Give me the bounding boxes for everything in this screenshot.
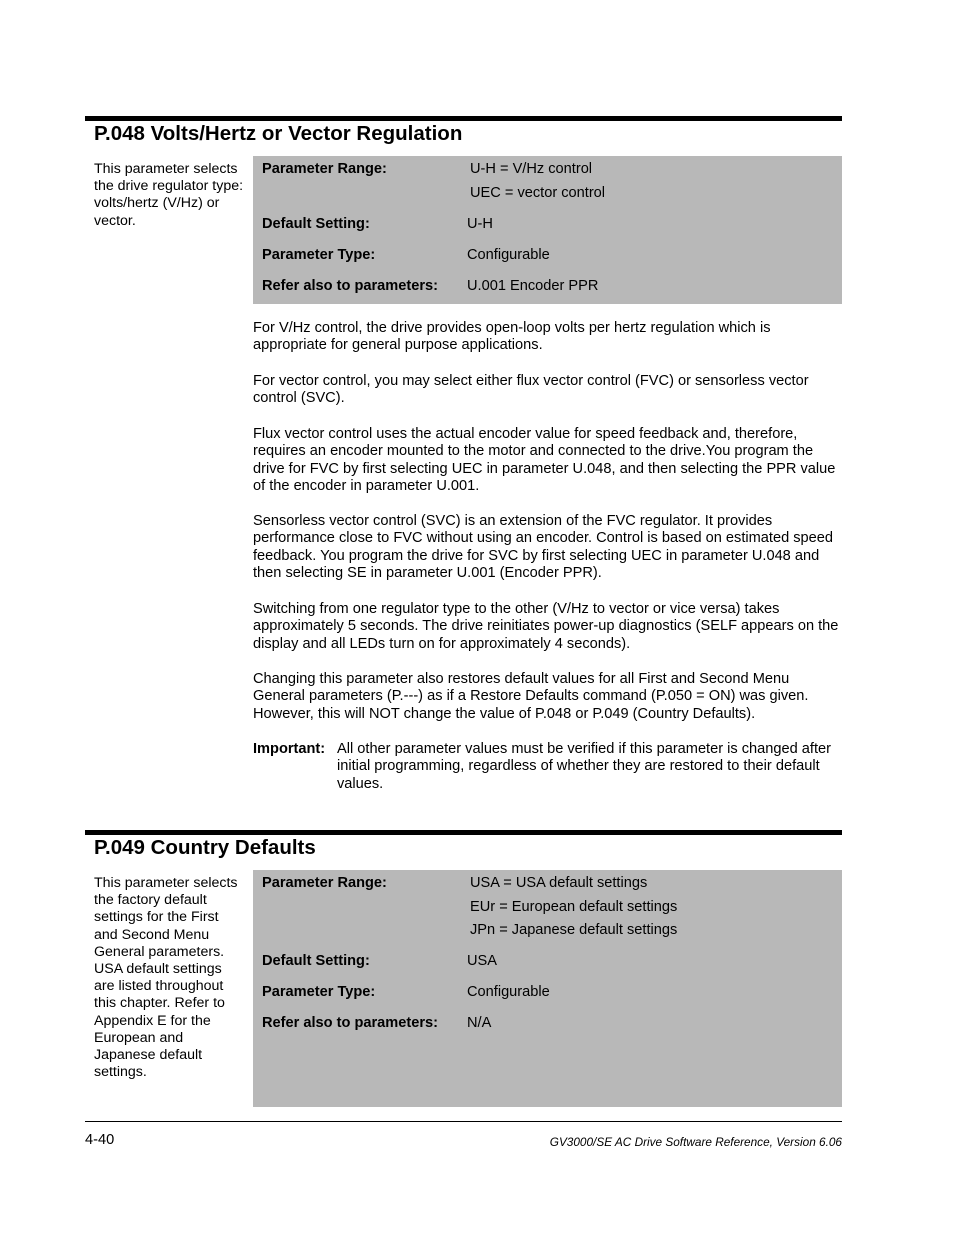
p048-default-label: Default Setting: — [262, 216, 370, 232]
p048-range-value-2: UEC = vector control — [470, 185, 606, 201]
footer-rule — [85, 1121, 842, 1122]
p048-description: This parameter selects the drive regulator type: volts/hertz (V/Hz) or vector. — [94, 161, 244, 229]
p048-default-value: U-H — [467, 216, 493, 232]
section-heading-p049: P.049 Country Defaults — [94, 836, 316, 859]
p048-type-label: Parameter Type: — [262, 247, 376, 263]
p048-paragraph-4: Sensorless vector control (SVC) is an extension of the FVC regulator. It provides performance close to FVC without using an encoder. Control is based on estimated speed feedback. You program the drive for SVC by first selecting UEC in parameter U.048 and then selecting SE in parameter U.001 (Encoder PPR). — [253, 513, 834, 582]
document-title: GV3000/SE AC Drive Software Reference, Version 6.06 — [549, 1135, 842, 1149]
p049-type-label: Parameter Type: — [262, 984, 376, 1000]
p049-refer-value: N/A — [467, 1015, 492, 1031]
p049-default-label: Default Setting: — [262, 953, 370, 969]
p048-paragraph-2: For vector control, you may select either flux vector control (FVC) or sensorless vector control (SVC). — [253, 373, 809, 407]
p049-refer-label: Refer also to parameters: — [262, 1015, 439, 1031]
p049-range-label: Parameter Range: — [262, 875, 387, 891]
p048-paragraph-6: Changing this parameter also restores default values for all First and Second Menu General parameters (P.---) as if a Restore Defaults command (P.050 = ON) was given. However, this will NOT change the value of P.048 or P.049 (Country Defaults). — [253, 671, 809, 722]
important-label: Important: — [253, 741, 326, 757]
p049-default-value: USA — [467, 953, 498, 969]
section-heading-p048: P.048 Volts/Hertz or Vector Regulation — [94, 122, 463, 145]
p048-paragraph-3: Flux vector control uses the actual encoder value for speed feedback and, therefore, requires an encoder mounted to the motor and connected to the drive.You program the drive for FVC by first selecting UEC in parameter U.048, and then selecting the PPR value of the encoder in parameter U.001. — [253, 426, 836, 495]
p048-paragraph-1: For V/Hz control, the drive provides open-loop volts per hertz regulation which is appropriate for general purpose applications. — [253, 320, 771, 354]
p048-refer-value: U.001 Encoder PPR — [467, 278, 599, 294]
section-rule-p049 — [85, 830, 842, 835]
p048-type-value: Configurable — [467, 247, 550, 263]
p048-range-value-1: U-H = V/Hz control — [470, 161, 593, 177]
p049-description: This parameter selects the factory default settings for the First and Second Menu General parameters. USA default settings are listed throughout this chapter. Refer to Appendix E for the European and Japanese default settings. — [94, 875, 238, 1081]
section-rule-p048 — [85, 116, 842, 121]
p049-parameter-box — [253, 870, 842, 1107]
page-number: 4-40 — [85, 1132, 115, 1148]
important-text: All other parameter values must be verified if this parameter is changed after initial programming, regardless of whether they are restored to their default values. — [337, 741, 831, 792]
p049-range-value-2: EUr = European default settings — [470, 899, 678, 915]
p048-range-label: Parameter Range: — [262, 161, 387, 177]
p048-parameter-box — [253, 156, 842, 304]
p048-paragraph-5: Switching from one regulator type to the other (V/Hz to vector or vice versa) takes approximately 5 seconds. The drive reinitiates power-up diagnostics (SELF appears on the display and all LEDs turn on for approximately 4 seconds). — [253, 601, 839, 652]
p049-range-value-3: JPn = Japanese default settings — [470, 922, 678, 938]
p048-refer-label: Refer also to parameters: — [262, 278, 439, 294]
p049-range-value-1: USA = USA default settings — [470, 875, 648, 891]
p049-type-value: Configurable — [467, 984, 550, 1000]
